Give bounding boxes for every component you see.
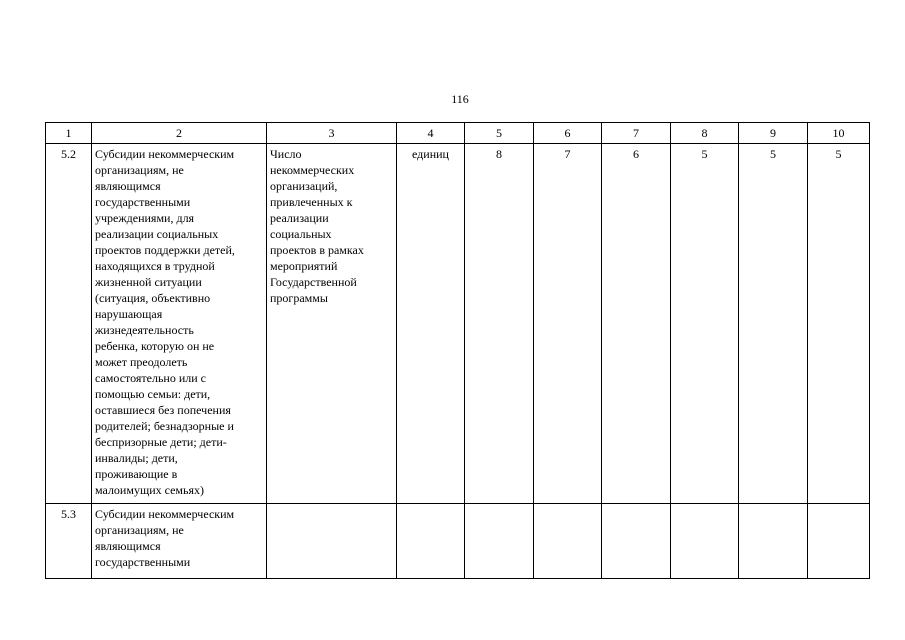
column-header: 6	[534, 123, 602, 144]
row-name: Субсидии некоммерческим организациям, не являющимся государственными учреждениями, для реализации социальных проектов поддержки детей, находящихся в трудной жизненной ситуации (ситуация, объективно нарушающая жизнедеятельность ребенка, которую он не может преодолеть самостоятельно или с помощью семьи: дети, оставшиеся без попечения родителей; безнадзорные и беспризорные дети; дети- инвалиды; дети, проживающие в малоимущих семьях)	[92, 144, 267, 504]
row-value	[534, 504, 602, 579]
column-header: 7	[602, 123, 671, 144]
row-value: 5	[739, 144, 808, 504]
column-header: 3	[267, 123, 397, 144]
column-header: 5	[465, 123, 534, 144]
row-value: 5	[671, 144, 739, 504]
table-row	[46, 144, 870, 504]
row-value	[739, 504, 808, 579]
indicators-table	[45, 122, 870, 579]
row-number: 5.3	[46, 504, 92, 579]
row-indicator: Число некоммерческих организаций, привлеченных к реализации социальных проектов в рамках мероприятий Государственной программы	[267, 144, 397, 504]
row-value: 6	[602, 144, 671, 504]
row-unit	[397, 504, 465, 579]
page-number: 116	[451, 92, 469, 106]
column-header: 8	[671, 123, 739, 144]
row-value: 5	[808, 144, 870, 504]
column-header: 1	[46, 123, 92, 144]
column-header: 4	[397, 123, 465, 144]
row-name: Субсидии некоммерческим организациям, не являющимся государственными	[92, 504, 267, 579]
row-value	[808, 504, 870, 579]
column-header: 9	[739, 123, 808, 144]
column-header: 10	[808, 123, 870, 144]
row-unit: единиц	[397, 144, 465, 504]
row-number: 5.2	[46, 144, 92, 504]
table-row	[46, 504, 870, 579]
column-header: 2	[92, 123, 267, 144]
row-value: 8	[465, 144, 534, 504]
row-value: 7	[534, 144, 602, 504]
row-value	[602, 504, 671, 579]
table-header-row	[46, 123, 870, 144]
row-indicator	[267, 504, 397, 579]
row-value	[465, 504, 534, 579]
row-value	[671, 504, 739, 579]
